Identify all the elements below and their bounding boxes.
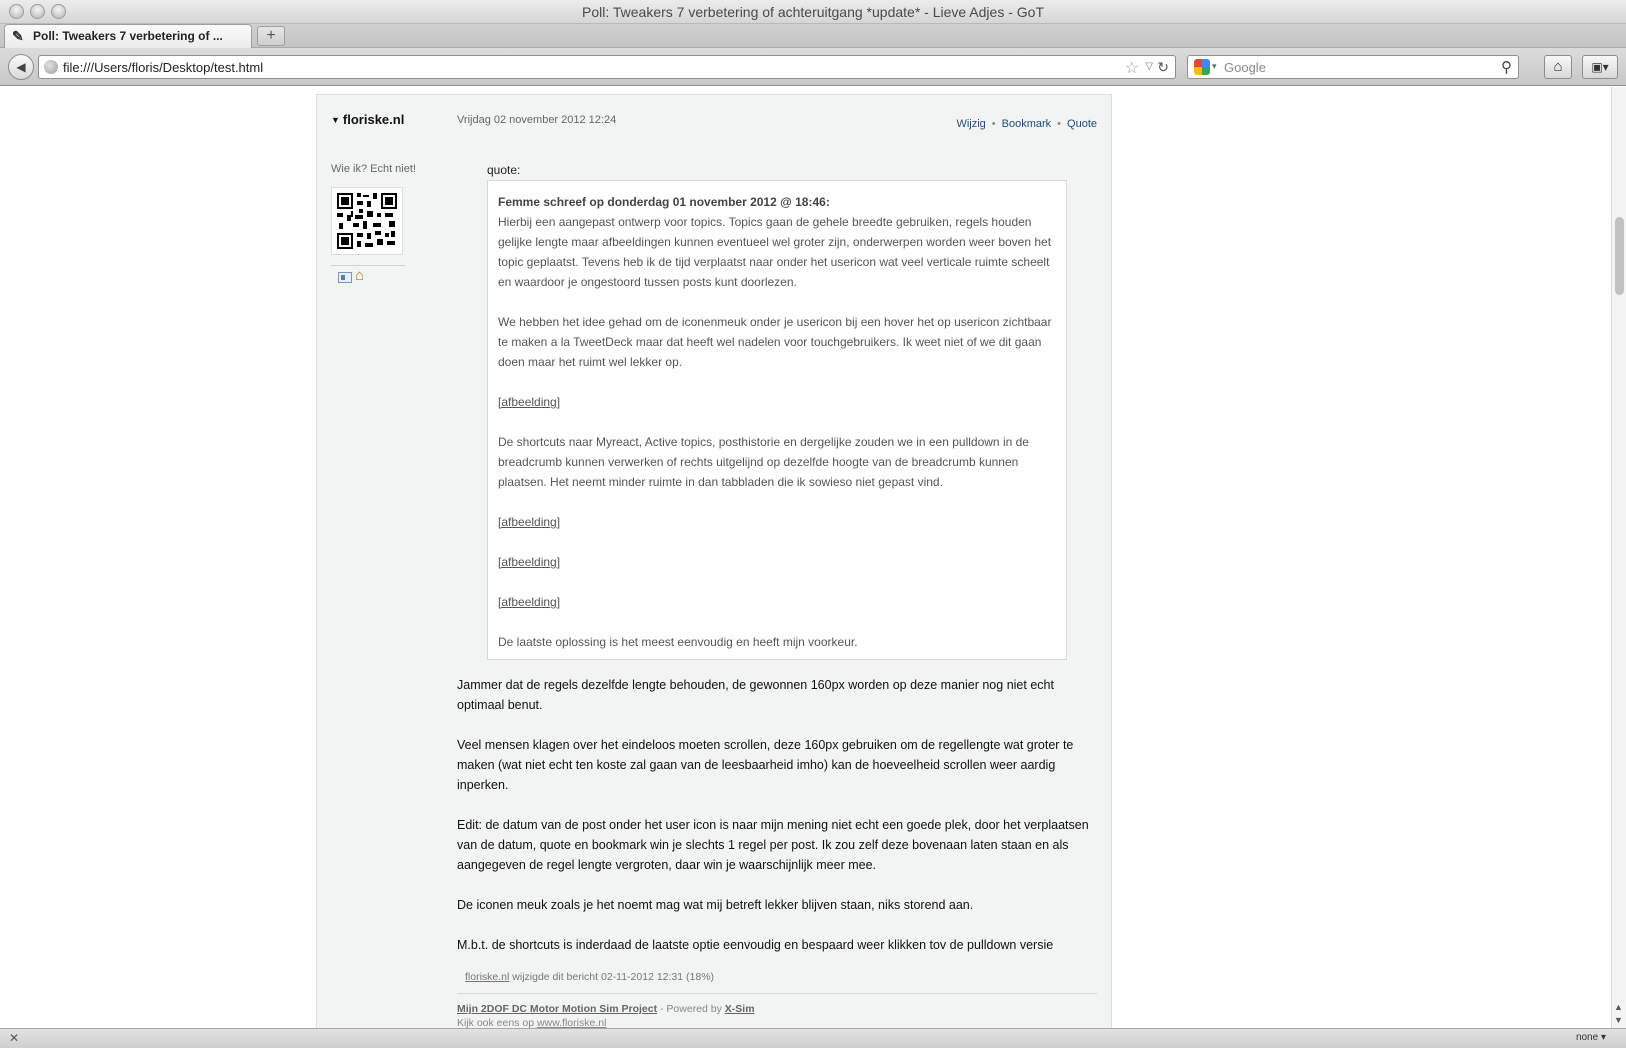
url-bar[interactable] (38, 55, 1176, 79)
star-bookmark-icon[interactable]: ☆ (1124, 60, 1139, 77)
separator-dot: • (991, 118, 996, 130)
scroll-up-arrow-icon[interactable]: ▲ (1614, 1002, 1623, 1012)
reload-icon[interactable]: ↻ (1157, 59, 1169, 75)
signature-line-2 (457, 1017, 606, 1028)
project-link[interactable]: Mijn 2DOF DC Motor Motion Sim Project (457, 1003, 658, 1015)
back-button[interactable]: ◀ (8, 54, 34, 80)
powered-text: - Powered by (657, 1003, 725, 1015)
post-paragraph: De iconen meuk zoals je het noemt mag wat mij betreft lekker blijven staan, niks storend aan. (457, 898, 974, 912)
image-link[interactable]: [afbeelding] (498, 395, 561, 409)
user-caption: Wie ik? Echt niet! (331, 163, 416, 175)
signature-text: Kijk ook eens op (457, 1017, 537, 1028)
window-titlebar (0, 0, 1626, 24)
tab-title: Poll: Tweakers 7 verbetering of ... (33, 29, 223, 43)
quote-header: Femme schreef op donderdag 01 november 2012 @ 18:46: (498, 195, 830, 209)
website-link[interactable]: www.floriske.nl (536, 1017, 607, 1028)
history-dropdown-icon[interactable]: ▽ (1145, 61, 1153, 72)
qr-code-icon (335, 191, 399, 251)
profile-card-icon[interactable] (338, 272, 352, 283)
post-paragraph: Veel mensen klagen over het eindeloos moeten scrollen, deze 160px gebruiken om de regellengte wat groter te maken (wat niet echt ten koste zal gaan van de leesbaarheid imho) kan de hoeveelheid scrollen weer aardig inperken. (457, 738, 1074, 792)
quote-label: quote: (487, 163, 521, 177)
post-paragraph: Jammer dat de regels dezelfde lengte behouden, de gewonnen 160px worden op deze manier nog niet echt optimaal benut. (457, 678, 1054, 712)
homepage-icon[interactable]: ⌂ (355, 267, 365, 284)
post-date: Vrijdag 02 november 2012 12:24 (457, 114, 617, 126)
post-username[interactable]: ▼ floriske.nl (331, 112, 405, 127)
edit-note (465, 971, 714, 983)
edit-note-user-link[interactable]: floriske.nl (465, 971, 510, 983)
tab-active[interactable] (4, 24, 252, 48)
separator-dot: • (1057, 118, 1062, 130)
globe-icon (44, 60, 58, 74)
image-link[interactable]: [afbeelding] (498, 515, 561, 529)
image-link[interactable]: [afbeelding] (498, 595, 561, 609)
post-paragraph: Edit: de datum van de post onder het user icon is naar mijn mening niet echt een goede plek, door het verplaatsen van de datum, quote en bookmark win je slechts 1 regel per post. Ik zou zelf deze bovenaan laten staan en als aangegeven de regel lengte vergroten, daar win je waarschijnlijk meer mee. (457, 818, 1089, 872)
engine-dropdown-icon[interactable]: ▾ (1212, 61, 1217, 71)
tab-bar (0, 24, 1626, 48)
signature-line-1 (457, 1003, 755, 1015)
search-bar[interactable] (1187, 55, 1519, 79)
quote-paragraph: De laatste oplossing is het meest eenvoudig en heeft mijn voorkeur. (498, 635, 858, 649)
quote-paragraph: We hebben het idee gehad om de iconenmeuk onder je usericon bij een hover het op usericon zichtbaar te maken a la TweetDeck maar dat heeft wel nadelen voor touchgebruikers. Ik weet niet of we dit gaan doen maar het ruimt wel lekker op. (498, 315, 1052, 369)
scrollbar-thumb[interactable] (1615, 217, 1624, 295)
post-paragraph: M.b.t. de shortcuts is inderdaad de laatste optie eenvoudig en bespaard weer klikken tov de pulldown versie (457, 938, 1054, 952)
close-icon[interactable]: ✕ (9, 1031, 20, 1045)
favicon-icon: ✎ (12, 28, 24, 44)
new-tab-button[interactable]: + (257, 26, 285, 46)
status-bar (0, 1028, 1626, 1048)
status-right-text[interactable]: none ▾ (1575, 1032, 1606, 1043)
search-input[interactable]: Google (1224, 60, 1266, 75)
search-icon[interactable]: ⚲ (1501, 59, 1512, 76)
signature-divider (457, 993, 1097, 994)
edit-note-text: wijzigde dit bericht 02-11-2012 12:31 (18%) (509, 971, 715, 983)
vertical-scrollbar[interactable] (1611, 87, 1626, 1028)
bookmark-link[interactable]: Bookmark (1001, 118, 1052, 130)
post-body (457, 675, 1097, 975)
quote-link[interactable]: Quote (1067, 118, 1097, 130)
post-actions (956, 118, 1097, 130)
forum-post (316, 94, 1112, 1028)
image-link[interactable]: [afbeelding] (498, 555, 561, 569)
quote-paragraph: Hierbij een aangepast ontwerp voor topics. Topics gaan de gehele breedte gebruiken, regels houden gelijke lengte maar afbeeldingen kunnen eventueel wel groter zijn, onderwerpen worden weer boven het topic geplaatst. Tevens heb ik de tijd verplaatst naar onder het usericon wat veel verticale ruimte scheelt en waardoor je ongestoord tussen posts kunt doorlezen. (498, 215, 1052, 289)
navigation-toolbar (0, 48, 1626, 86)
xsim-link[interactable]: X-Sim (724, 1003, 755, 1015)
quote-block (487, 180, 1067, 660)
divider (331, 265, 405, 266)
url-text[interactable]: file:///Users/floris/Desktop/test.html (63, 60, 264, 75)
window-title: Poll: Tweakers 7 verbetering of achteruitgang *update* - Lieve Adjes - GoT (581, 4, 1044, 20)
home-button[interactable]: ⌂ (1544, 55, 1572, 79)
page-viewport (0, 87, 1611, 1028)
bookmarks-menu-button[interactable]: ▣▾ (1582, 55, 1618, 79)
edit-link[interactable]: Wijzig (956, 118, 986, 130)
scroll-down-arrow-icon[interactable]: ▼ (1614, 1015, 1623, 1025)
collapse-triangle-icon[interactable]: ▼ (331, 115, 340, 125)
google-engine-icon[interactable] (1194, 59, 1210, 75)
quote-paragraph: De shortcuts naar Myreact, Active topics, posthistorie en dergelijke zouden we in een pulldown in de breadcrumb kunnen verwerken of rechts uitgelijnd op dezelfde hoogte van de breadcrumb kunnen plaatsen. Het neemt minder ruimte in dan tabbladen die ik sowieso niet gepast vind. (498, 435, 1029, 489)
avatar-qr-code[interactable] (331, 187, 403, 255)
